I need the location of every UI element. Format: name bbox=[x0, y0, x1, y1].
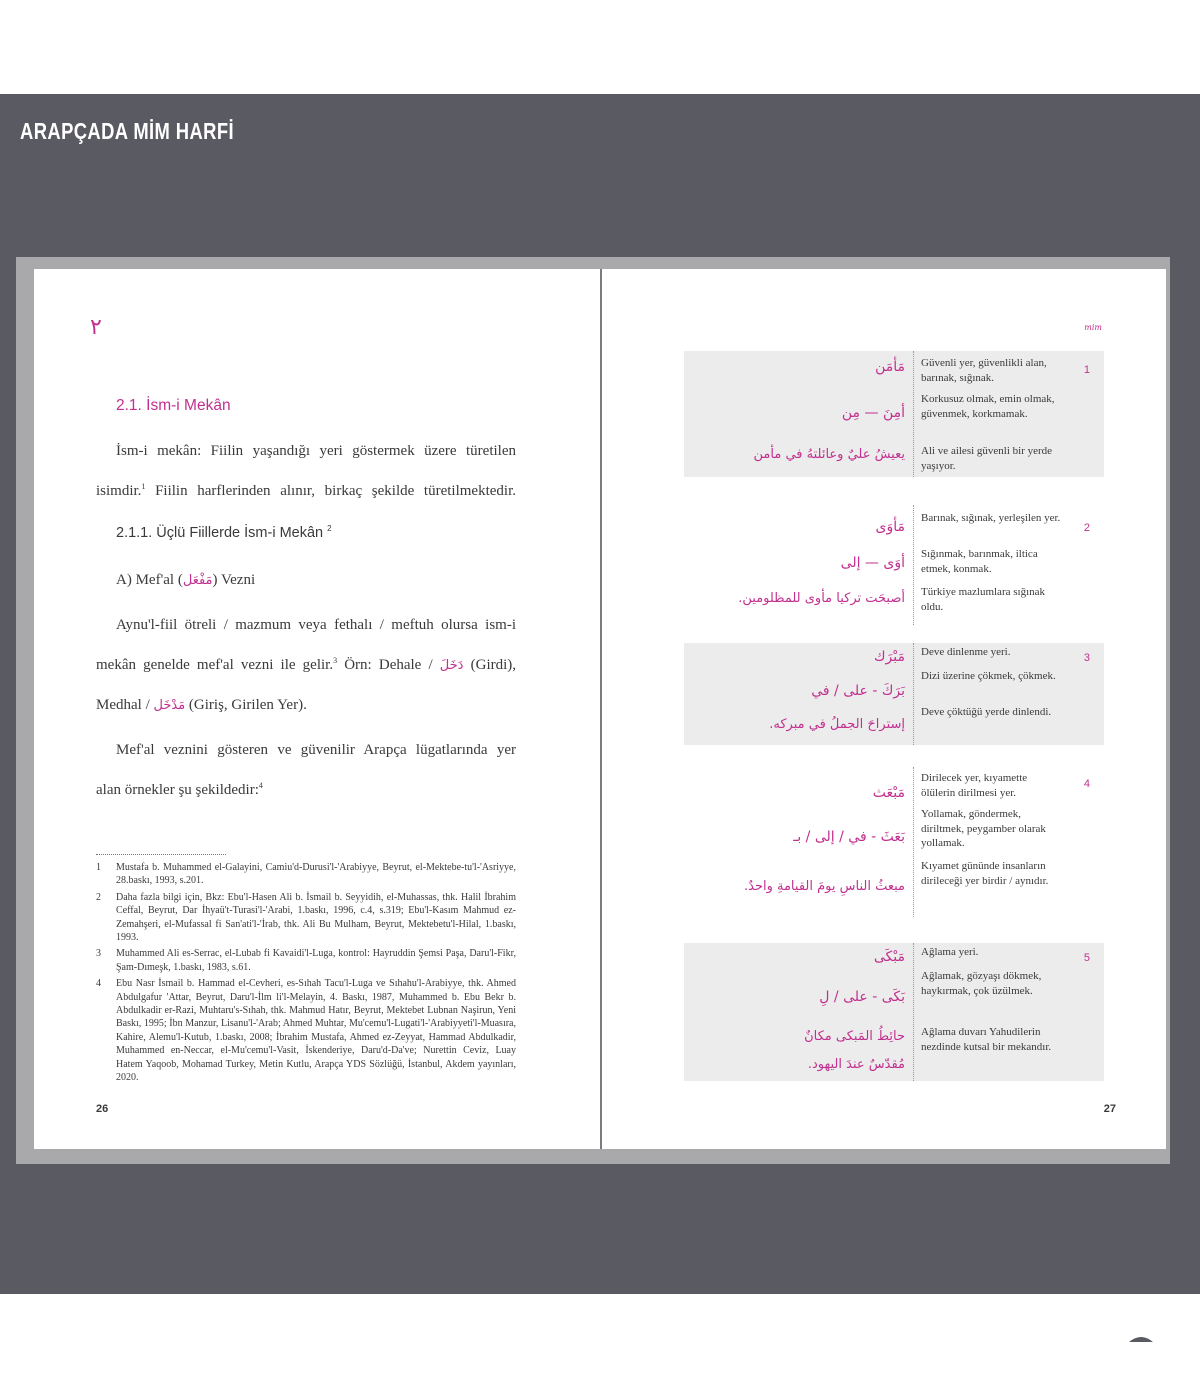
arabic-example: مبعثُ الناسِ يومَ القيامةِ واحدٌ. bbox=[743, 879, 905, 894]
dictionary-entry bbox=[684, 505, 1104, 625]
entry-number: 3 bbox=[1083, 652, 1090, 664]
footnote: 2 Daha fazla bilgi için, Bkz: Ebu'l-Hasen Ali b. İsmail b. Seyyidih, el-Muhassas, thk. Halil İbrahim Ceffal, Beyrut, Dar İhyaü't-Turasi'l-'Arabi, 1.baskı, 1996, c.4, s.319; Ebu'l-Kasım Mahmud ez-Zemahşeri, el-Mufassal fi San'ati'l-'İrab, thk. Ali Bu Mulham, Beyrut, Mektebetu'l-Hilal, 1.baskı, 1993. bbox=[96, 891, 516, 944]
turkish-meaning: Güvenli yer, güvenlikli alan, barınak, sığınak. bbox=[921, 357, 1047, 384]
arabic-word: مَبْكَى bbox=[873, 949, 905, 965]
page-number-left: 26 bbox=[96, 1103, 109, 1115]
entry-number: 5 bbox=[1083, 952, 1090, 964]
book-spread-frame bbox=[16, 257, 1170, 1164]
footnote: 3 Muhammed Ali es-Serrac, el-Lubab fi Kavaidi'l-Luga, kontrol: Hayruddin Şemsi Paşa, Daru'l-Fikr, Şam-Dımeşk, 1.baskı, 1983, s.61. bbox=[96, 948, 516, 973]
dictionary-entry bbox=[684, 643, 1104, 745]
arabic-verb: بَرَكَ - على / في bbox=[811, 683, 905, 699]
turkish-example: Ali ve ailesi güvenli bir yerde yaşıyor. bbox=[921, 445, 1053, 472]
turkish-meaning: Deve dinlenme yeri. bbox=[921, 646, 1011, 658]
banner-title: ARAPÇADA MİM HARFİ bbox=[20, 118, 235, 144]
section-heading: 2.1. İsm-i Mekân bbox=[116, 397, 231, 414]
paragraph-line: Medhal / مَدْخَل (Giriş, Girilen Yer). bbox=[96, 697, 307, 713]
turkish-column bbox=[914, 505, 1104, 625]
arabic-verb: أمِنَ — مِن bbox=[841, 405, 905, 421]
turkish-meaning: Ağlama yeri. bbox=[921, 946, 979, 958]
brand-logo bbox=[1108, 1320, 1174, 1359]
crown-icon bbox=[1115, 1320, 1167, 1346]
arabic-word: مَبْرَك bbox=[874, 649, 905, 665]
left-page bbox=[34, 269, 600, 1149]
dictionary-entry bbox=[684, 351, 1104, 477]
arabic-example: مُقدّسٌ عندَ اليهود. bbox=[807, 1057, 905, 1072]
brand-logo-text: MUARRIB bbox=[1115, 1348, 1167, 1359]
turkish-example: Türkiye mazlumlara sığınak oldu. bbox=[921, 586, 1046, 613]
arabic-column bbox=[684, 351, 914, 477]
arabic-example: إستراحَ الجملُ في مبركه. bbox=[769, 717, 905, 732]
arabic-column bbox=[684, 767, 914, 917]
arabic-page-marker: ٢ bbox=[90, 315, 102, 340]
arabic-verb: أوَى — إلى bbox=[840, 555, 905, 571]
paragraph-line: Aynu'l-fiil ötreli / mazmum veya fethalı / meftuh olursa ism-i bbox=[116, 617, 516, 633]
entry-number: 4 bbox=[1083, 778, 1090, 790]
turkish-meaning: Sığınmak, barınmak, iltica etmek, konmak. bbox=[921, 548, 1038, 575]
footnote-divider bbox=[96, 854, 226, 855]
turkish-column bbox=[914, 943, 1104, 1081]
paragraph-line: İsm-i mekân: Fiilin yaşandığı yeri göstermek üzere türetilen bbox=[116, 443, 516, 459]
subheading: 2.1.1. Üçlü Fiillerde İsm-i Mekân $^2$ bbox=[116, 524, 332, 541]
turkish-column bbox=[914, 351, 1104, 477]
arabic-column bbox=[684, 943, 914, 1081]
dictionary-entry bbox=[684, 943, 1104, 1081]
turkish-meaning: Barınak, sığınak, yerleşilen yer. bbox=[921, 512, 1061, 524]
arabic-column bbox=[684, 643, 914, 745]
page-number-right: 27 bbox=[1103, 1103, 1116, 1115]
turkish-column bbox=[914, 767, 1104, 917]
turkish-example: Deve çöktüğü yerde dinlendi. bbox=[921, 706, 1052, 718]
entry-number: 2 bbox=[1083, 522, 1090, 534]
dictionary-entry bbox=[684, 767, 1104, 917]
arabic-example: حائِطُ المَبكى مكانٌ bbox=[804, 1029, 905, 1044]
turkish-meaning: Yollamak, göndermek, diriltmek, peygamber olarak yollamak. bbox=[921, 808, 1046, 849]
paragraph-line: mekân genelde mef'al vezni ile gelir.$^3$ Örn: Dehale / دَخَلَ (Girdi), bbox=[96, 656, 517, 673]
arabic-verb: بَعَثَ - في / إلى / بـ bbox=[793, 829, 905, 845]
banner bbox=[0, 94, 1200, 1359]
footnote: 1 Mustafa b. Muhammed el-Galayini, Camiu'd-Durusi'l-'Arabiyye, Beyrut, el-Mektebe-tu'l-'Asriyye, 28.baskı, 1993, s.201. bbox=[96, 862, 516, 887]
footnote: 4 Ebu Nasr İsmail b. Hammad el-Cevheri, es-Sıhah Tacu'l-Luga ve Sıhahu'l-Arabiyye, thk. Ahmed Abdulgafur 'Attar, Beyrut, Daru'l-İlm li'l-Melayin, 4. Baskı, 1987, Muhammed b. Ebu Bekr b. Abdulkadir er-Razi, Muhtaru's-Sıhah, thk. Mahmud Hatır, Beyrut, Mektebet Lubnan Naşirun, Yeni Baskı, 1995; İbn Manzur, Lisanu'l-'Arab; Ahmed Muhtar, Mu'cemu'l-Lugati'l-'Arabiyyeti'l-Muasıra, Kahire, Alemu'l-Kutub, 1.baskı, 2008; İbrahim Mustafa, Ahmed ez-Zeyyat, Hammad Abdulkadir, Muhammed en-Neccar, el-Mu'cemu'l-Vasit, İskenderiye, Daru'd-Da've; Nurettin Ceviz, Luay Hatem Yaqoob, Mohamad Turkey, Metin Kutlu, Arapça YDS Sözlüğü, İstanbul, Akdem yayınları, 2020. bbox=[96, 978, 516, 1084]
paragraph-line: alan örnekler şu şekildedir:$^4$ bbox=[96, 781, 263, 798]
arabic-word: مَأمَن bbox=[875, 359, 905, 375]
footnotes bbox=[96, 861, 516, 1088]
right-page bbox=[602, 269, 1166, 1149]
turkish-meaning: Ağlamak, gözyaşı dökmek, haykırmak, çok üzülmek. bbox=[921, 970, 1042, 997]
arabic-example: أصبحَت تركيا مأوى للمظلومين. bbox=[738, 591, 905, 606]
paragraph-line: Mef'al veznini gösteren ve güvenilir Arapça lügatlarında yer bbox=[116, 742, 516, 758]
pattern-line: A) Mef'al (مَفْعَل) Vezni bbox=[116, 572, 256, 588]
turkish-example: Ağlama duvarı Yahudilerin nezdinde kutsal bir mekandır. bbox=[921, 1026, 1052, 1053]
turkish-column bbox=[914, 643, 1104, 745]
arabic-word: مَأوَى bbox=[875, 519, 905, 535]
turkish-example: Kıyamet gününde insanların dirileceği yer birdir / aynıdır. bbox=[921, 860, 1049, 887]
arabic-column bbox=[684, 505, 914, 625]
paragraph-line: isimdir.$^1$ Fiilin harflerinden alınır, birkaç şekilde türetilmektedir. bbox=[96, 482, 516, 499]
turkish-meaning: Korkusuz olmak, emin olmak, güvenmek, korkmamak. bbox=[921, 393, 1055, 420]
pattern-arabic: مَفْعَل bbox=[182, 573, 213, 588]
turkish-meaning: Dirilecek yer, kıyamette ölülerin dirilmesi yer. bbox=[921, 772, 1028, 799]
arabic-verb: بَكَى - على / لِ bbox=[819, 989, 905, 1005]
arabic-example: يعيشُ عليٌ وعائلتهُ في مأمن bbox=[753, 447, 905, 462]
running-head: mim bbox=[1084, 323, 1102, 332]
entry-number: 1 bbox=[1083, 364, 1090, 376]
arabic-word: مَبْعَث bbox=[872, 785, 905, 801]
turkish-meaning: Dizi üzerine çökmek, çökmek. bbox=[921, 670, 1056, 682]
